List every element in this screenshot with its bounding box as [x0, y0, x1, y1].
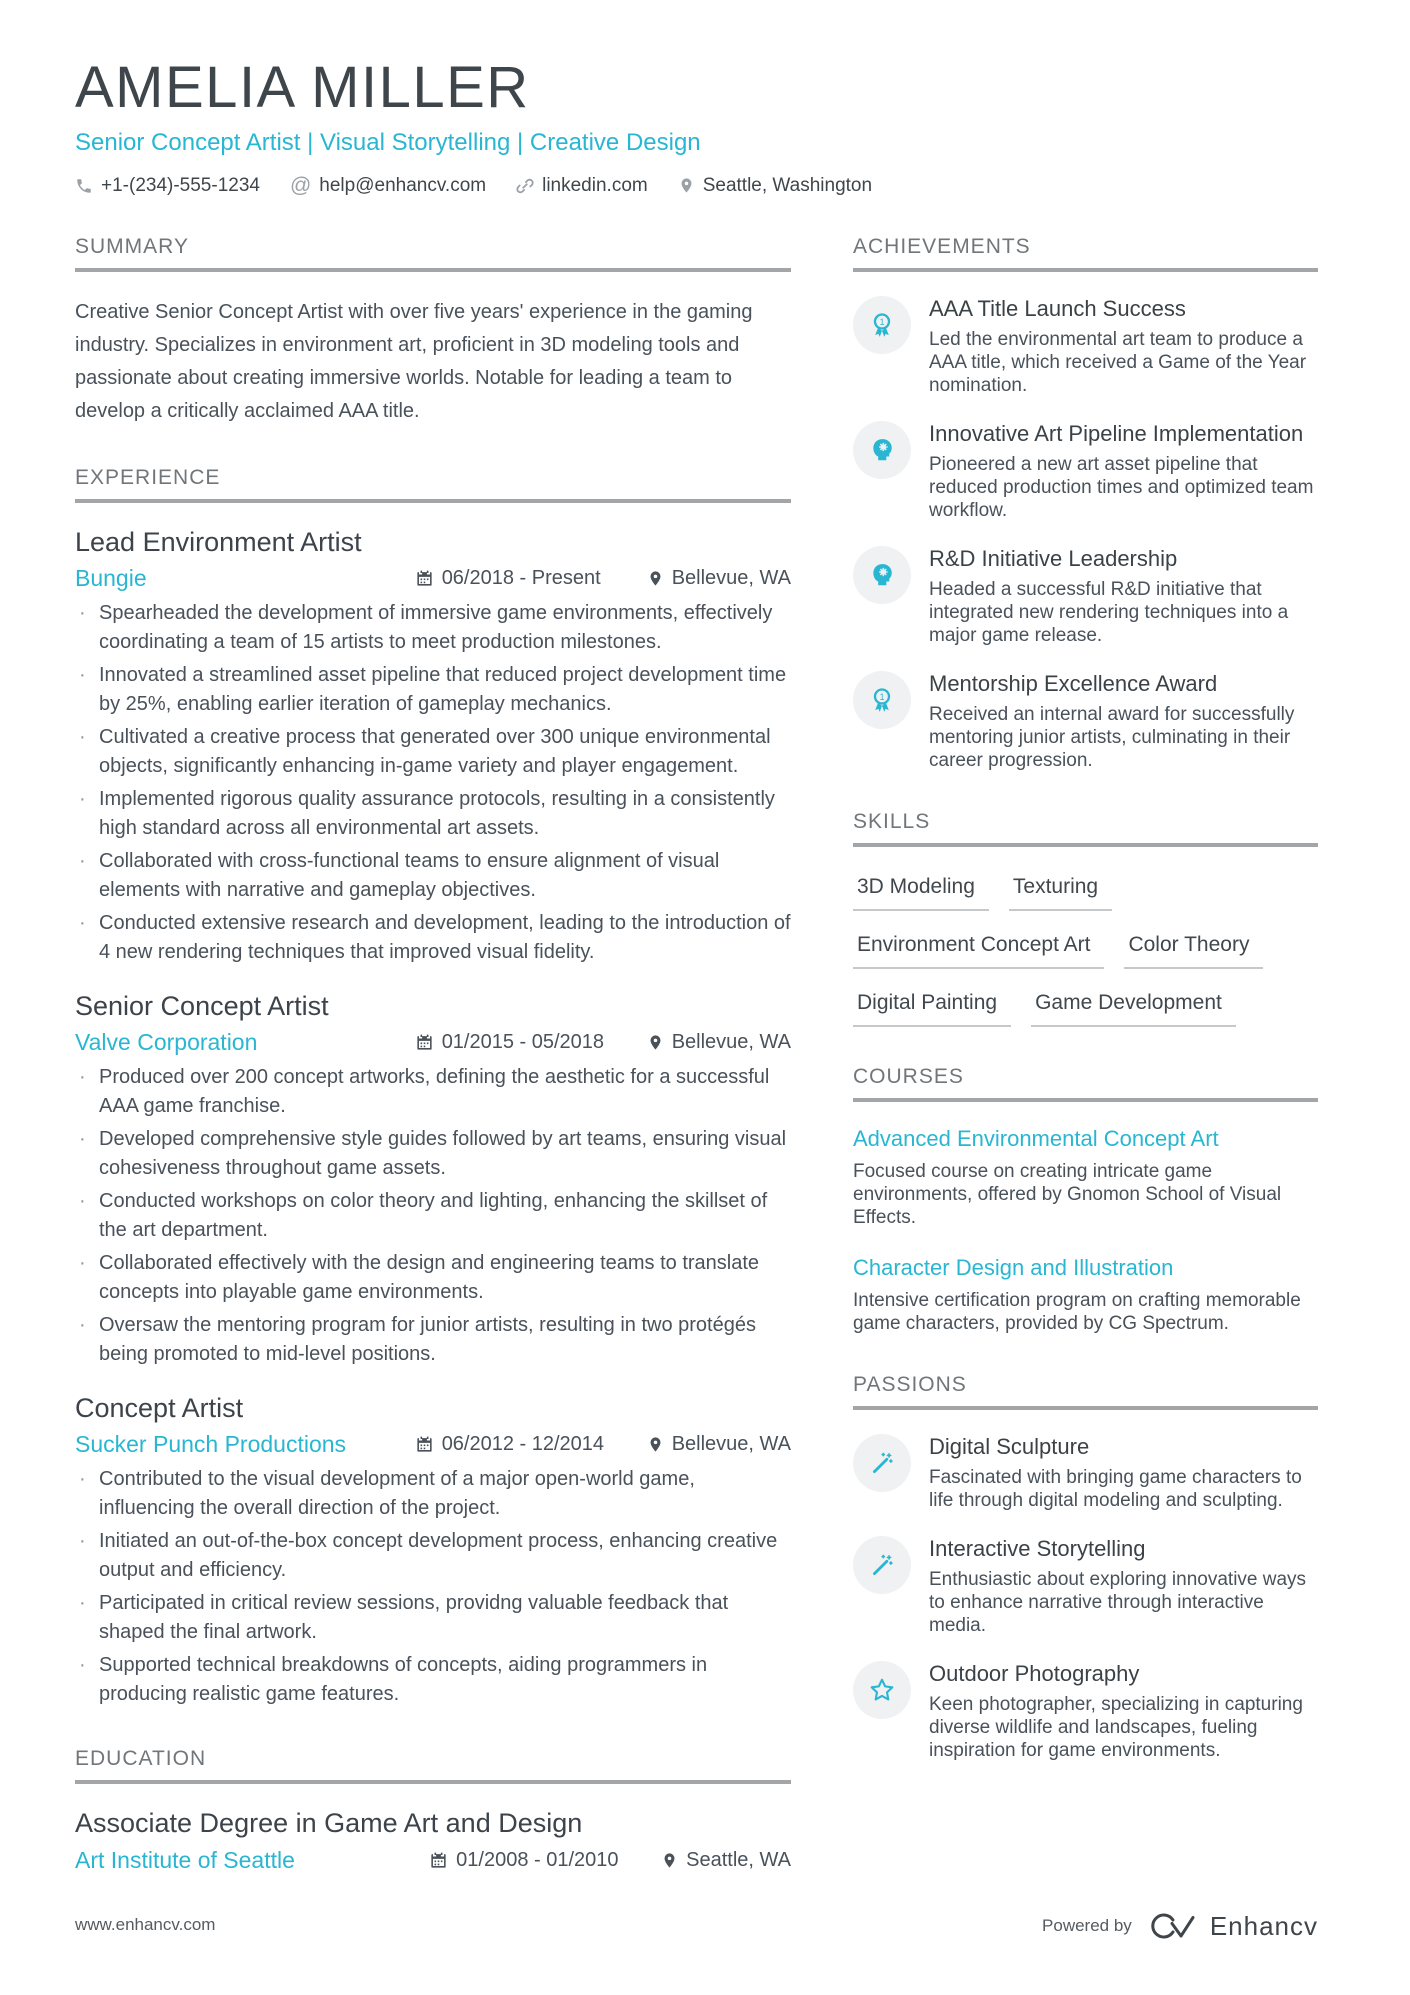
skills-section: [853, 810, 1318, 1027]
calendar-icon: [415, 1033, 434, 1052]
skill-tag: Environment Concept Art: [853, 933, 1104, 969]
experience-section: [75, 466, 791, 1709]
job-title: Concept Artist: [75, 1392, 244, 1423]
contact-row: [75, 175, 1318, 197]
skill-tag: Color Theory: [1124, 933, 1263, 969]
job-location: Bellevue, WA: [647, 1433, 791, 1456]
courses-heading: COURSES: [853, 1065, 1318, 1102]
job-bullet: · Conducted workshops on color theory and lighting, enhancing the skillset of the art department.: [75, 1187, 791, 1245]
course-title: Advanced Environmental Concept Art: [853, 1125, 1219, 1151]
job-bullet: · Collaborated with cross-functional teams to ensure alignment of visual elements with narrative and gameplay objectives.: [75, 847, 791, 905]
passion-item: [853, 1536, 1318, 1637]
skills-heading: SKILLS: [853, 810, 1318, 847]
at-sign-icon: @: [289, 174, 312, 198]
link-icon: [516, 177, 534, 195]
job-entry: [75, 527, 791, 967]
course-title: Character Design and Illustration: [853, 1254, 1174, 1280]
skill-tag: Digital Painting: [853, 991, 1011, 1027]
education-degree: Associate Degree in Game Art and Design: [75, 1807, 583, 1838]
education-dates: 01/2008 - 01/2010: [429, 1849, 661, 1872]
right-column: [853, 235, 1318, 1800]
job-bullet: · Participated in critical review sessions, providng valuable feedback that shaped the final artwork.: [75, 1589, 791, 1647]
job-bullet: · Collaborated effectively with the design and engineering teams to translate concepts into playable game environments.: [75, 1249, 791, 1307]
location-pin-icon: [678, 177, 695, 194]
job-title: Senior Concept Artist: [75, 990, 329, 1021]
svg-text:1: 1: [879, 316, 885, 327]
passion-title: Outdoor Photography: [929, 1660, 1140, 1686]
location-pin-icon: [661, 1852, 678, 1869]
contact-link[interactable]: linkedin.com: [516, 175, 648, 197]
education-heading: EDUCATION: [75, 1747, 791, 1784]
achievement-item: [853, 546, 1318, 647]
job-location: Bellevue, WA: [647, 1031, 791, 1054]
summary-section: [75, 235, 791, 428]
contact-phone: +1-(234)-555-1234: [75, 175, 260, 197]
summary-heading: SUMMARY: [75, 235, 791, 272]
calendar-icon: [415, 1435, 434, 1454]
job-dates: 01/2015 - 05/2018: [415, 1031, 647, 1054]
achievements-heading: ACHIEVEMENTS: [853, 235, 1318, 272]
contact-location: Seattle, Washington: [678, 175, 872, 197]
achievement-item: [853, 296, 1318, 397]
passion-title: Digital Sculpture: [929, 1433, 1090, 1459]
job-entry: [75, 991, 791, 1369]
education-section: [75, 1747, 791, 1874]
achievement-description: Received an internal award for successfully mentoring junior artists, culminating in their career progression.: [929, 703, 1295, 771]
footer-website[interactable]: www.enhancv.com: [75, 1915, 216, 1934]
job-company: Valve Corporation: [75, 1028, 258, 1055]
job-bullet: · Produced over 200 concept artworks, defining the aesthetic for a successful AAA game franchise.: [75, 1063, 791, 1121]
passion-description: Keen photographer, specializing in capturing diverse wildlife and landscapes, fueling inspiration for game environments.: [929, 1693, 1303, 1761]
passion-item: [853, 1661, 1318, 1762]
achievement-title: Mentorship Excellence Award: [929, 670, 1218, 696]
courses-section: [853, 1065, 1318, 1335]
powered-by-label: Powered by: [1042, 1916, 1132, 1935]
course-item: [853, 1255, 1318, 1335]
footer-branding: [1042, 1909, 1318, 1943]
education-school: Art Institute of Seattle: [75, 1846, 295, 1873]
achievement-description: Pioneered a new art asset pipeline that reduced production times and optimized team workflow.: [929, 453, 1314, 521]
job-bullet: · Implemented rigorous quality assurance protocols, resulting in a consistently high standard across all environmental art assets.: [75, 785, 791, 843]
job-entry: [75, 1393, 791, 1709]
job-location: Bellevue, WA: [647, 567, 791, 590]
achievement-item: [853, 671, 1318, 772]
enhancv-wordmark: Enhancv: [1209, 1910, 1318, 1941]
skill-tag: Game Development: [1031, 991, 1236, 1027]
skill-tag: Texturing: [1009, 875, 1112, 911]
job-bullet: · Conducted extensive research and development, leading to the introduction of 4 new rendering techniques that improved visual fidelity.: [75, 909, 791, 967]
course-description: Intensive certification program on crafting memorable game characters, provided by CG Spectrum.: [853, 1289, 1301, 1334]
star-outline-icon: [868, 1676, 896, 1704]
achievement-title: R&D Initiative Leadership: [929, 545, 1178, 571]
magic-wand-icon: [869, 1552, 895, 1578]
achievement-description: Led the environmental art team to produce a AAA title, which received a Game of the Year nomination.: [929, 328, 1307, 396]
job-company: Sucker Punch Productions: [75, 1430, 347, 1457]
job-bullet: · Cultivated a creative process that generated over 300 unique environmental objects, significantly enhancing in-game variety and player engagement.: [75, 723, 791, 781]
course-description: Focused course on creating intricate game environments, offered by Gnomon School of Visual Effects.: [853, 1160, 1282, 1228]
job-dates: 06/2012 - 12/2014: [415, 1433, 647, 1456]
location-pin-icon: [647, 570, 664, 587]
magic-wand-icon: [869, 1450, 895, 1476]
medal-ribbon-icon: [868, 311, 896, 339]
enhancv-logo-icon: [1148, 1909, 1200, 1943]
left-column: [75, 235, 791, 1912]
passions-heading: PASSIONS: [853, 1373, 1318, 1410]
job-dates: 06/2018 - Present: [415, 567, 647, 590]
candidate-headline: Senior Concept Artist | Visual Storytelling | Creative Design: [75, 128, 701, 156]
job-bullet: · Contributed to the visual development of a major open-world game, influencing the overall direction of the project.: [75, 1465, 791, 1523]
job-title: Lead Environment Artist: [75, 526, 362, 557]
job-bullet: · Spearheaded the development of immersive game environments, effectively coordinating a team of 15 artists to meet production milestones.: [75, 599, 791, 657]
achievement-title: Innovative Art Pipeline Implementation: [929, 420, 1304, 446]
skill-tag: 3D Modeling: [853, 875, 989, 911]
calendar-icon: [429, 1851, 448, 1870]
job-bullet: · Supported technical breakdowns of concepts, aiding programmers in producing realistic game features.: [75, 1651, 791, 1709]
contact-email[interactable]: @ help@enhancv.com: [289, 174, 487, 198]
job-bullet: · Initiated an out-of-the-box concept development process, enhancing creative output and efficiency.: [75, 1527, 791, 1585]
idea-head-icon: [869, 437, 895, 463]
job-company: Bungie: [75, 564, 147, 591]
job-bullets: [75, 599, 791, 967]
svg-text:1: 1: [879, 691, 885, 702]
location-pin-icon: [647, 1436, 664, 1453]
education-location: Seattle, WA: [661, 1849, 791, 1872]
achievement-title: AAA Title Launch Success: [929, 295, 1186, 321]
passions-section: [853, 1373, 1318, 1762]
resume-header: [0, 0, 1410, 197]
job-bullet: · Developed comprehensive style guides followed by art teams, ensuring visual cohesiveness throughout game assets.: [75, 1125, 791, 1183]
summary-text: Creative Senior Concept Artist with over five years' experience in the gaming industry. Specializes in environment art, proficient in 3D modeling tools and passionate about creating immersive worlds. Notable for leading a team to develop a critically acclaimed AAA title.: [75, 300, 753, 422]
achievements-section: [853, 235, 1318, 772]
course-item: [853, 1126, 1318, 1229]
medal-ribbon-icon: [868, 686, 896, 714]
job-bullet: · Innovated a streamlined asset pipeline that reduced project development time by 25%, enabling earlier iteration of gameplay mechanics.: [75, 661, 791, 719]
resume-body: [0, 197, 1410, 1912]
experience-heading: EXPERIENCE: [75, 466, 791, 503]
achievement-item: [853, 421, 1318, 522]
passion-description: Fascinated with bringing game characters to life through digital modeling and sculpting.: [929, 1466, 1302, 1511]
passion-item: [853, 1434, 1318, 1512]
achievement-description: Headed a successful R&D initiative that integrated new rendering techniques into a major game release.: [929, 578, 1289, 646]
candidate-name: AMELIA MILLER: [75, 55, 530, 120]
idea-head-icon: [869, 562, 895, 588]
phone-icon: [75, 177, 93, 195]
calendar-icon: [415, 569, 434, 588]
job-bullets: [75, 1063, 791, 1369]
job-bullets: [75, 1465, 791, 1709]
job-bullet: · Oversaw the mentoring program for junior artists, resulting in two protégés being promoted to mid-level positions.: [75, 1311, 791, 1369]
passion-title: Interactive Storytelling: [929, 1535, 1146, 1561]
passion-description: Enthusiastic about exploring innovative ways to enhance narrative through interactive media.: [929, 1568, 1307, 1636]
location-pin-icon: [647, 1034, 664, 1051]
